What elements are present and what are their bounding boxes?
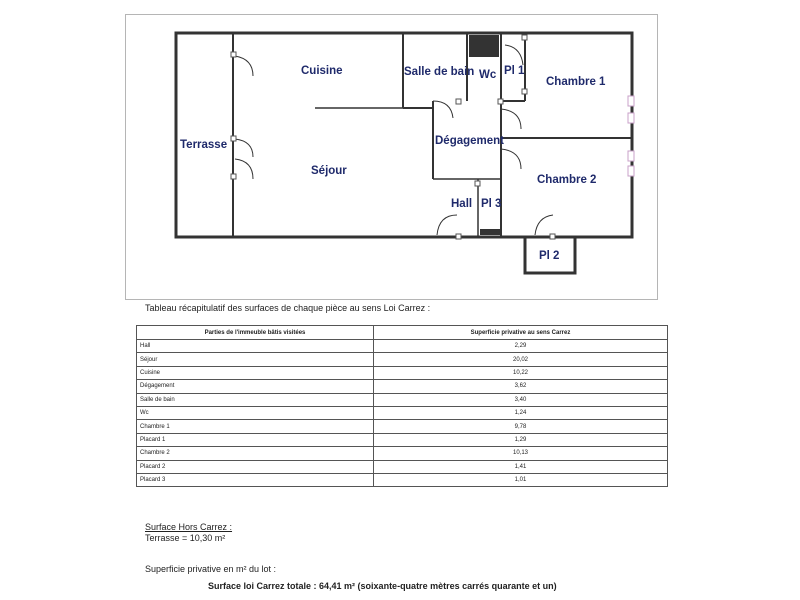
hinge-marker xyxy=(522,35,527,40)
hors-carrez-title: Surface Hors Carrez : xyxy=(145,522,233,532)
row-value: 1,41 xyxy=(374,460,668,473)
table-row xyxy=(137,406,668,419)
hors-carrez-value: Terrasse = 10,30 m² xyxy=(145,533,226,543)
table-row xyxy=(137,460,668,473)
row-value: 10,22 xyxy=(374,366,668,379)
window xyxy=(628,96,634,106)
door-arc xyxy=(433,101,453,118)
room-label-chambre1: Chambre 1 xyxy=(546,76,606,88)
table-row xyxy=(137,473,668,486)
table-row xyxy=(137,393,668,406)
column-header-superficie: Superficie privative au sens Carrez xyxy=(374,326,668,340)
hinge-marker xyxy=(550,234,555,239)
hinge-marker xyxy=(522,89,527,94)
row-value: 1,24 xyxy=(374,406,668,419)
door-arc xyxy=(501,149,521,169)
room-label-pl1: Pl 1 xyxy=(504,65,525,77)
wc-fixture xyxy=(469,35,499,57)
row-name: Wc xyxy=(137,406,374,419)
window xyxy=(628,151,634,161)
table-row xyxy=(137,340,668,353)
door-arc xyxy=(235,56,253,76)
column-header-parties: Parties de l'immeuble bâtis visitées xyxy=(137,326,374,340)
floor-plan xyxy=(126,15,659,301)
pl3-fixture xyxy=(480,229,500,235)
room-label-wc: Wc xyxy=(479,69,497,81)
row-name: Cuisine xyxy=(137,366,374,379)
table-row xyxy=(137,420,668,433)
room-label-chambre2: Chambre 2 xyxy=(537,174,597,186)
row-value: 10,13 xyxy=(374,447,668,460)
room-label-degagement: Dégagement xyxy=(435,135,505,147)
row-value: 1,29 xyxy=(374,433,668,446)
window xyxy=(628,166,634,176)
row-name: Placard 1 xyxy=(137,433,374,446)
row-value: 3,62 xyxy=(374,380,668,393)
row-name: Placard 3 xyxy=(137,473,374,486)
door-arc xyxy=(505,45,523,65)
room-label-cuisine: Cuisine xyxy=(301,65,343,77)
row-name: Hall xyxy=(137,340,374,353)
door-arc xyxy=(535,215,553,235)
door-arc xyxy=(235,139,253,157)
row-name: Chambre 2 xyxy=(137,447,374,460)
room-label-hall: Hall xyxy=(451,198,473,210)
floor-plan-frame xyxy=(125,14,658,300)
hinge-marker xyxy=(475,181,480,186)
room-label-sejour: Séjour xyxy=(311,165,347,177)
table-caption: Tableau récapitulatif des surfaces de chaque pièce au sens Loi Carrez : xyxy=(145,303,431,313)
door-arc xyxy=(501,109,521,129)
table-header-row xyxy=(137,326,668,340)
row-value: 2,29 xyxy=(374,340,668,353)
superficie-label: Superficie privative en m² du lot : xyxy=(145,564,277,574)
row-value: 1,01 xyxy=(374,473,668,486)
table-row xyxy=(137,447,668,460)
table-row xyxy=(137,353,668,366)
surfaces-table xyxy=(136,325,668,487)
door-arc xyxy=(437,215,457,235)
row-name: Salle de bain xyxy=(137,393,374,406)
door-arc xyxy=(235,159,253,179)
hinge-marker xyxy=(456,99,461,104)
row-value: 9,78 xyxy=(374,420,668,433)
room-label-pl2: Pl 2 xyxy=(539,250,560,262)
hinge-marker xyxy=(231,174,236,179)
row-value: 20,02 xyxy=(374,353,668,366)
table-row xyxy=(137,380,668,393)
row-name: Placard 2 xyxy=(137,460,374,473)
table-row xyxy=(137,366,668,379)
hinge-marker xyxy=(231,52,236,57)
room-label-terrasse: Terrasse xyxy=(180,139,228,151)
hinge-marker xyxy=(498,99,503,104)
row-name: Séjour xyxy=(137,353,374,366)
table-row xyxy=(137,433,668,446)
hinge-marker xyxy=(456,234,461,239)
room-label-pl3: Pl 3 xyxy=(481,198,502,210)
row-value: 3,40 xyxy=(374,393,668,406)
total-surface: Surface loi Carrez totale : 64,41 m² (soixante-quatre mètres carrés quarante et un) xyxy=(208,581,557,591)
window xyxy=(628,113,634,123)
room-label-salle-de-bain: Salle de bain xyxy=(404,66,475,78)
row-name: Chambre 1 xyxy=(137,420,374,433)
row-name: Dégagement xyxy=(137,380,374,393)
hinge-marker xyxy=(231,136,236,141)
